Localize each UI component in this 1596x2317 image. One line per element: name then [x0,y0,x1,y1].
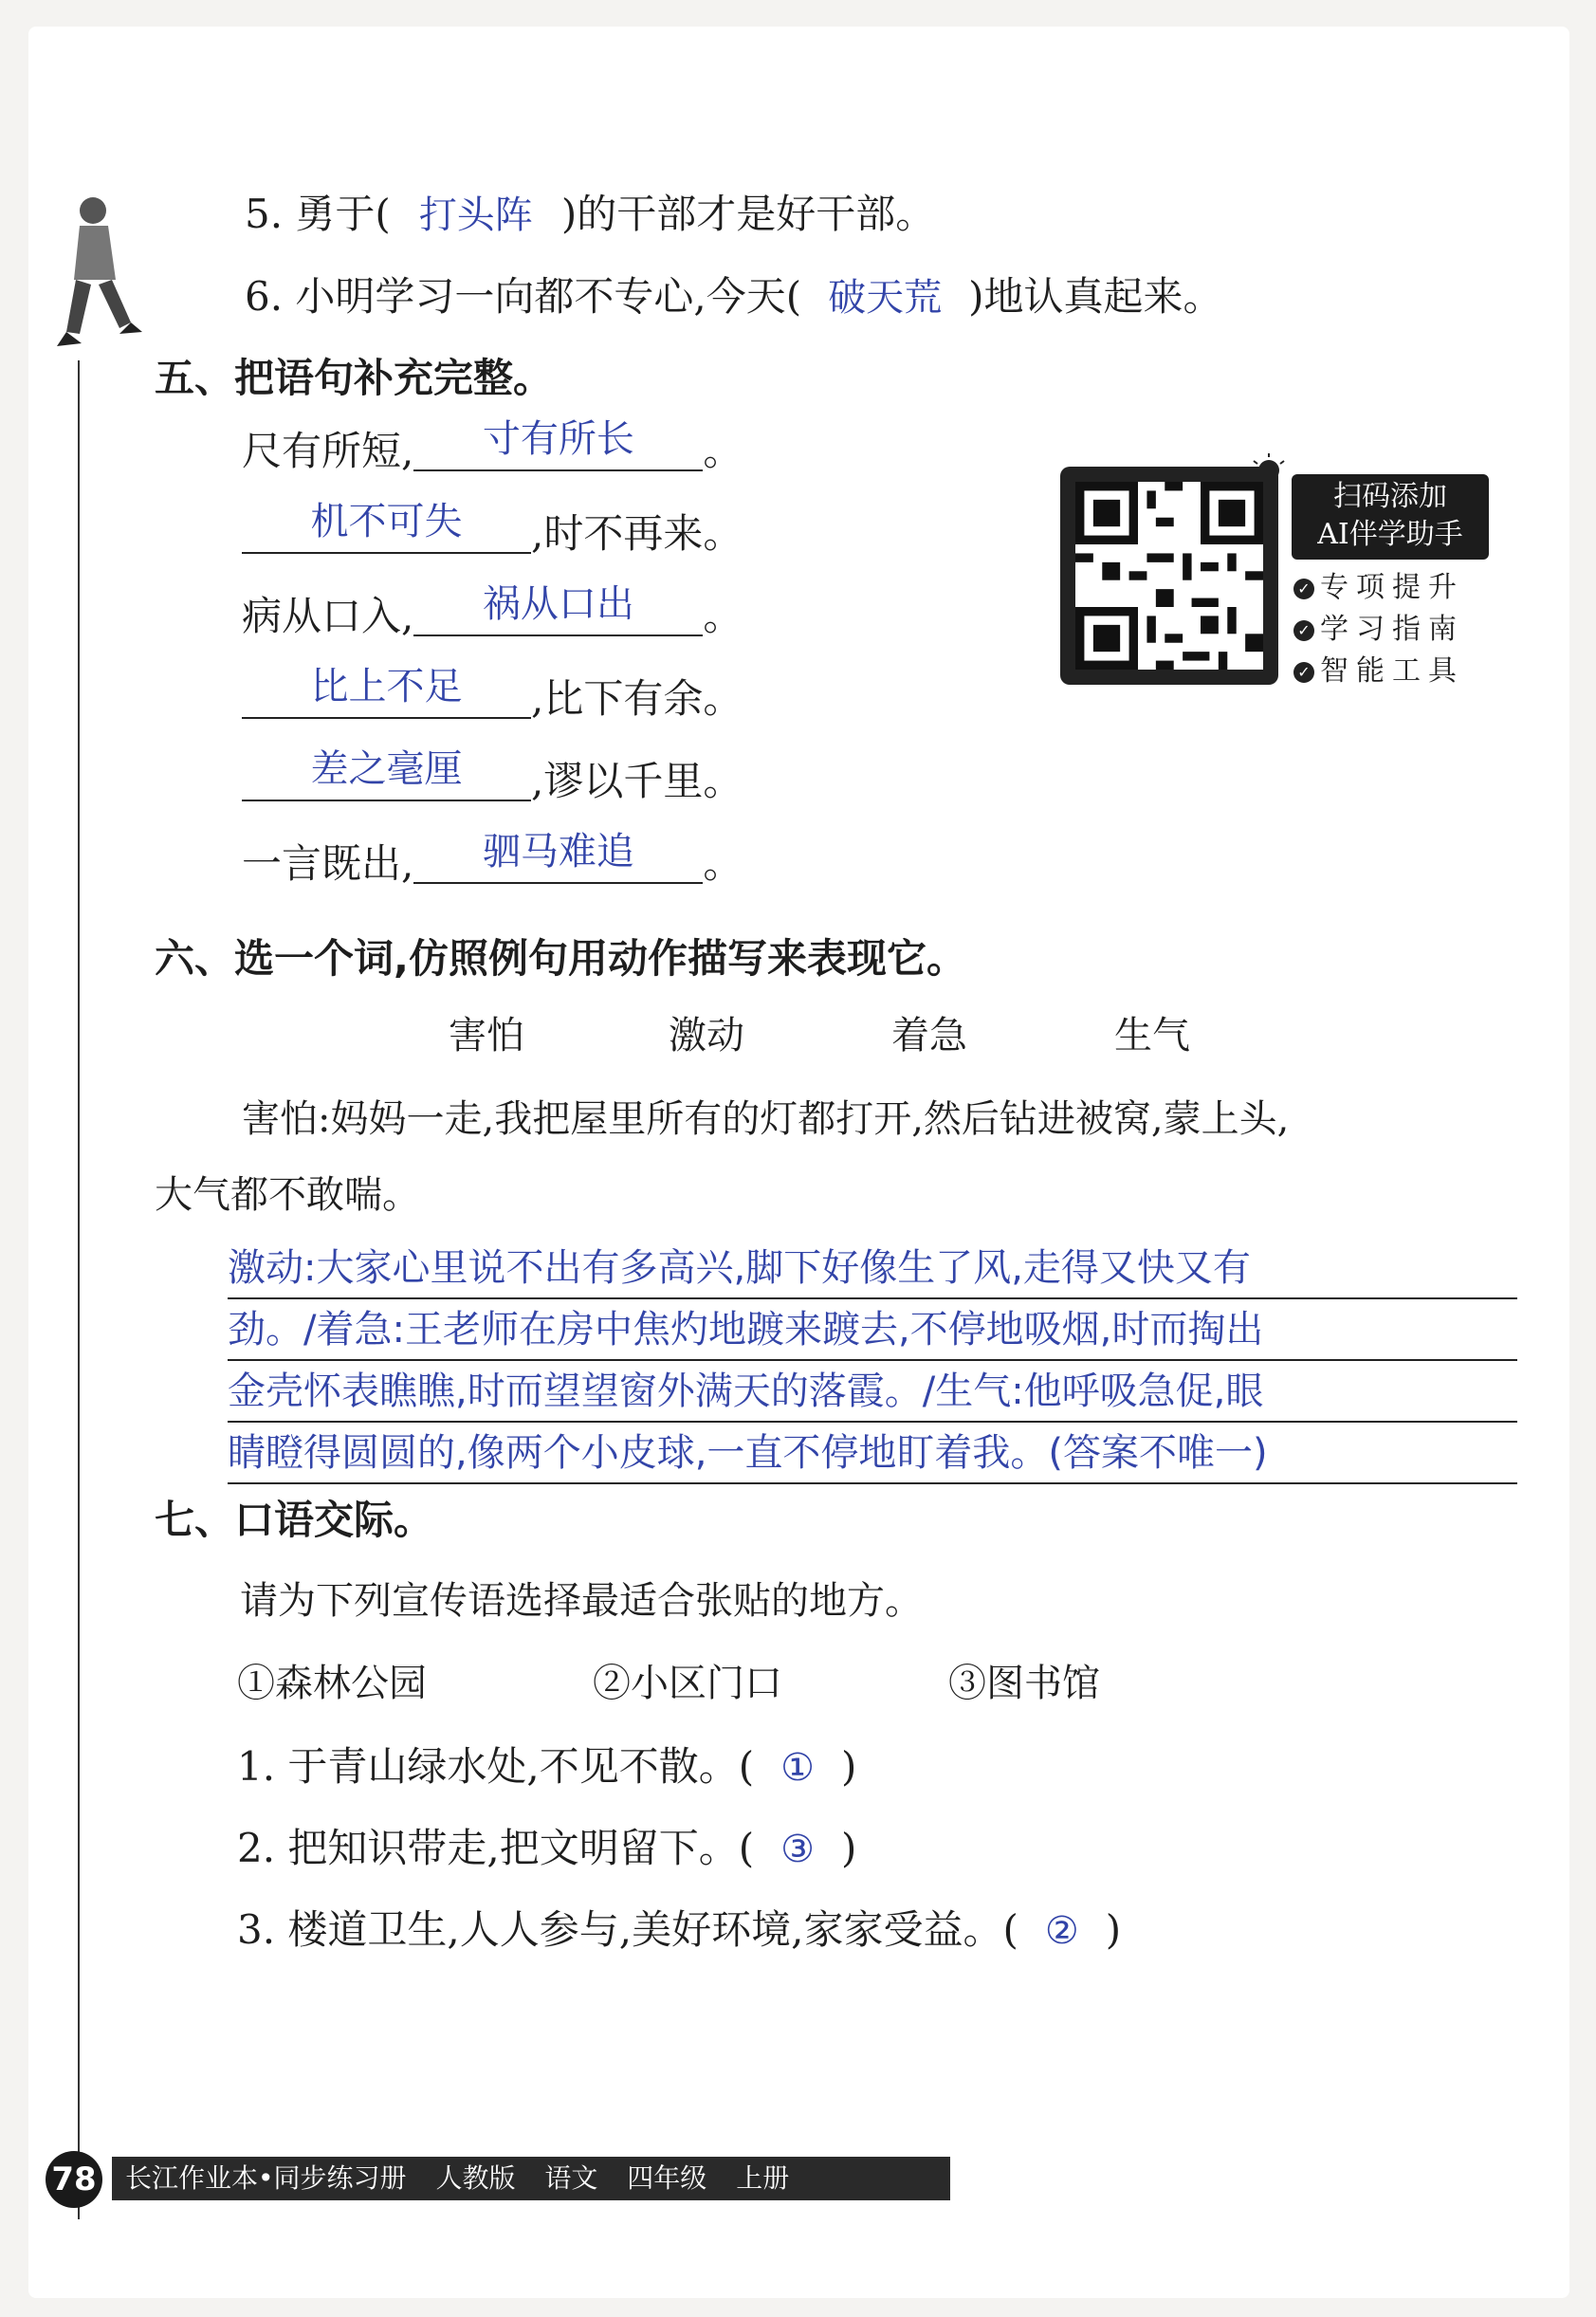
q4-item-6-answer: 破天荒 [828,276,943,320]
footer-series: 长江作业本•同步练习册 [125,2162,407,2194]
footer-bar [112,2157,950,2200]
q5-row-3: 病从口入, 祸从口出 。 [242,582,743,639]
q7-item-2: 2. 把知识带走,把文明留下。( ③ ) [237,1825,857,1871]
q5-row-5-blank[interactable]: 差之毫厘 [242,752,531,801]
q7-item-2-answer[interactable]: ③ [780,1828,816,1871]
footer-subject: 语文 [544,2162,598,2194]
q5-row-3-blank[interactable]: 祸从口出 [413,587,703,636]
q5-row-6-blank[interactable]: 驷马难追 [413,835,703,884]
qr-code-icon [1075,482,1263,670]
check-icon: ✓ [1293,662,1314,683]
qr-code[interactable] [1060,467,1278,685]
q6-example-line-2: 大气都不敢喘。 [155,1173,420,1217]
q6-heading: 六、选一个词,仿照例句用动作描写来表现它。 [155,935,966,982]
q7-option-1: ①森林公园 [237,1662,427,1705]
q5-row-2: 机不可失 ,时不再来。 [242,505,743,554]
q7-item-1: 1. 于青山绿水处,不见不散。( ① ) [237,1743,857,1790]
qr-feature-3: ✓ 智能工具 [1293,647,1464,689]
q5-heading: 五、把语句补充完整。 [155,355,554,401]
q7-instruction: 请为下列宣传语选择最适合张贴的地方。 [240,1579,923,1623]
q6-word-1: 害怕 [449,1014,524,1057]
footer-volume: 上册 [736,2162,790,2194]
q5-row-4-blank[interactable]: 比上不足 [242,670,531,719]
qr-feature-1: ✓ 专项提升 [1293,563,1464,605]
q5-row-6: 一言既出, 驷马难追 。 [242,830,743,887]
check-icon: ✓ [1293,579,1314,599]
q5-row-2-blank[interactable]: 机不可失 [242,505,531,554]
q5-row-4: 比上不足 ,比下有余。 [242,670,743,719]
q7-option-2: ②小区门口 [593,1662,782,1705]
q4-item-5: 5. 勇于( 打头阵 )的干部才是好干部。 [245,191,936,237]
q7-heading: 七、口语交际。 [155,1497,434,1543]
qr-feature-2: ✓ 学习指南 [1293,605,1464,647]
q4-item-5-answer: 打头阵 [418,193,533,237]
q5-row-1: 尺有所短, 寸有所长 。 [242,417,743,474]
q6-example-line-1: 害怕:妈妈一走,我把屋里所有的灯都打开,然后钻进被窝,蒙上头, [242,1097,1290,1141]
q7-option-3: ③图书馆 [948,1662,1100,1705]
left-margin-rule [78,360,80,2219]
page-number: 78 [46,2151,102,2208]
q7-item-3: 3. 楼道卫生,人人参与,美好环境,家家受益。( ② ) [237,1906,1122,1953]
q7-item-3-answer[interactable]: ② [1044,1909,1079,1953]
q6-word-4: 生气 [1114,1014,1190,1057]
q7-item-1-answer[interactable]: ① [780,1746,816,1790]
q5-row-5: 差之毫厘 ,谬以千里。 [242,752,743,801]
footer-edition: 人教版 [435,2162,516,2194]
check-icon: ✓ [1293,620,1314,641]
q6-word-3: 着急 [891,1014,967,1057]
footer-grade: 四年级 [627,2162,707,2194]
q6-word-2: 激动 [669,1014,744,1057]
student-illustration-icon [38,190,152,360]
q4-item-6: 6. 小明学习一向都不专心,今天( 破天荒 )地认真起来。 [245,273,1223,320]
q5-row-1-blank[interactable]: 寸有所长 [413,422,703,471]
qr-tag: 扫码添加 AI伴学助手 [1292,474,1489,560]
q6-answer[interactable]: 激动:大家心里说不出有多高兴,脚下好像生了风,走得又快又有 劲。/着急:王老师在房中焦灼地踱来踱去,不停地吸烟,时而掏出 金壳怀表瞧瞧,时而望望窗外满天的落霞。/生气:他呼吸急促,眼 睛瞪得圆圆的,像两个小皮球,一直不停地盯着我。(答案不唯一) [228,1246,1268,1475]
